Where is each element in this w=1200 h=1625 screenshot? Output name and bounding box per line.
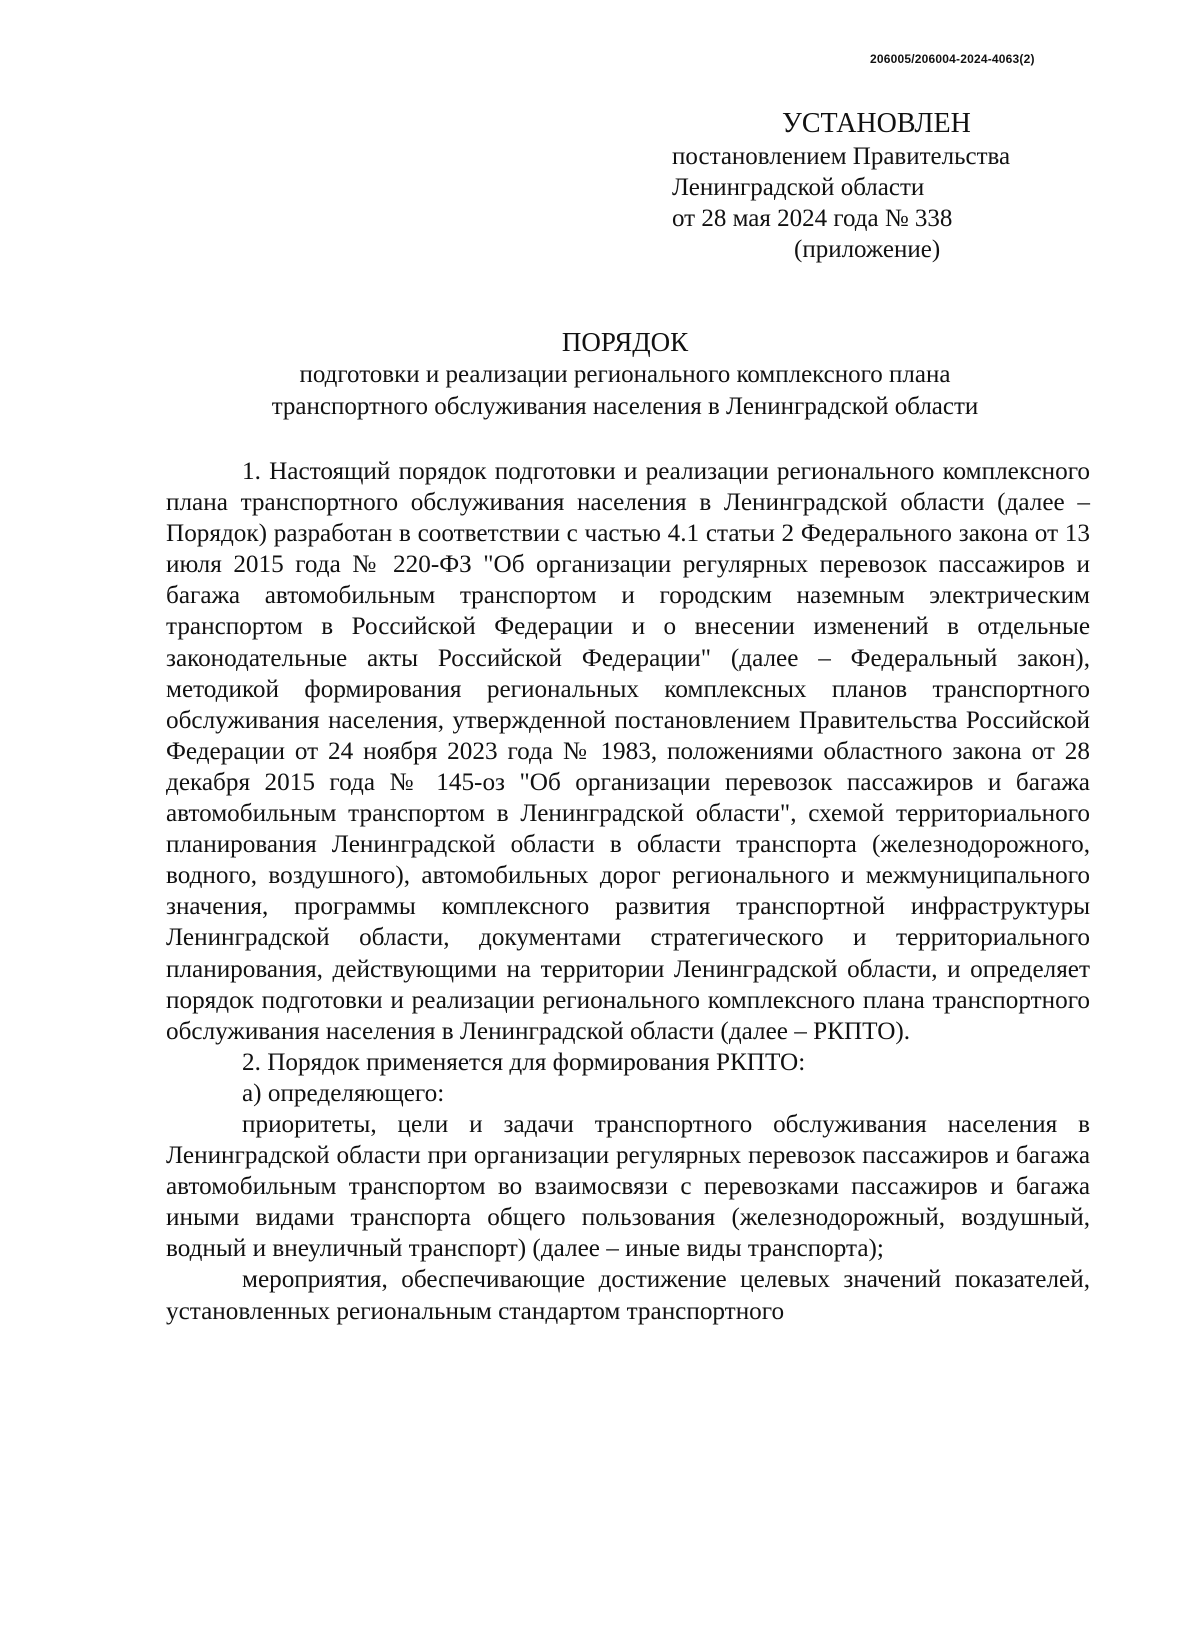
approval-line-2: Ленинградской области bbox=[672, 174, 925, 201]
approval-line-3: от 28 мая 2024 года № 338 bbox=[672, 205, 953, 232]
document-subtitle-line-1: подготовки и реализации регионального комплексного плана bbox=[299, 361, 951, 388]
document-title-block bbox=[160, 325, 1090, 423]
paragraph-3: а) определяющего: bbox=[242, 1079, 445, 1107]
paragraph-1: 1. Настоящий порядок подготовки и реализации регионального комплексного плана транспортного обслуживания населения в Ленинградской области (далее – Порядок) разработан в соответствии с частью 4.1 статьи 2 Федерального закона от 13 июля 2015 года № 220-ФЗ "Об организации регулярных перевозок пассажиров и багажа автомобильным транспортом и городским наземным электрическим транспортом в Российской Федерации и о внесении изменений в отдельные законодательные акты Российской Федерации" (далее – Федеральный закон), методикой формирования региональных комплексных планов транспортного обслуживания населения, утвержденной постановлением Правительства Российской Федерации от 24 ноября 2023 года № 1983, положениями областного закона от 28 декабря 2015 года № 145-оз "Об организации перевозок пассажиров и багажа автомобильным транспортом в Ленинградской области", схемой территориального планирования Ленинградской области в области транспорта (железнодорожного, водного, воздушного), автомобильных дорог регионального и межмуниципального значения, программы комплексного развития транспортной инфраструктуры Ленинградской области, документами стратегического и территориального планирования, действующими на территории Ленинградской области, и определяет порядок подготовки и реализации регионального комплексного плана транспортного обслуживания населения в Ленинградской области (далее – РКПТО). bbox=[166, 458, 1090, 1045]
paragraph-4: приоритеты, цели и задачи транспортного обслуживания населения в Ленинградской области при организации регулярных перевозок пассажиров и багажа автомобильным транспортом во взаимосвязи с перевозками пассажиров и багажа иными видами транспорта общего пользования (железнодорожный, воздушный, водный и внеуличный транспорт) (далее – иные виды транспорта); bbox=[166, 1110, 1090, 1263]
paragraph-5: мероприятия, обеспечивающие достижение целевых значений показателей, установленных региональным стандартом транспортного bbox=[166, 1266, 1090, 1325]
document-registration-number: 206005/206004-2024-4063(2) bbox=[870, 52, 1035, 66]
approval-block bbox=[672, 108, 1010, 265]
paragraph-2: 2. Порядок применяется для формирования РКПТО: bbox=[242, 1048, 806, 1076]
document-subtitle-line-2: транспортного обслуживания населения в Ленинградской области bbox=[271, 393, 979, 420]
approval-stamp: УСТАНОВЛЕН bbox=[782, 108, 971, 139]
approval-appendix: (приложение) bbox=[794, 236, 941, 263]
document-body bbox=[166, 456, 1090, 1327]
document-title: ПОРЯДОК bbox=[561, 327, 689, 357]
approval-line-1: постановлением Правительства bbox=[672, 143, 1011, 170]
